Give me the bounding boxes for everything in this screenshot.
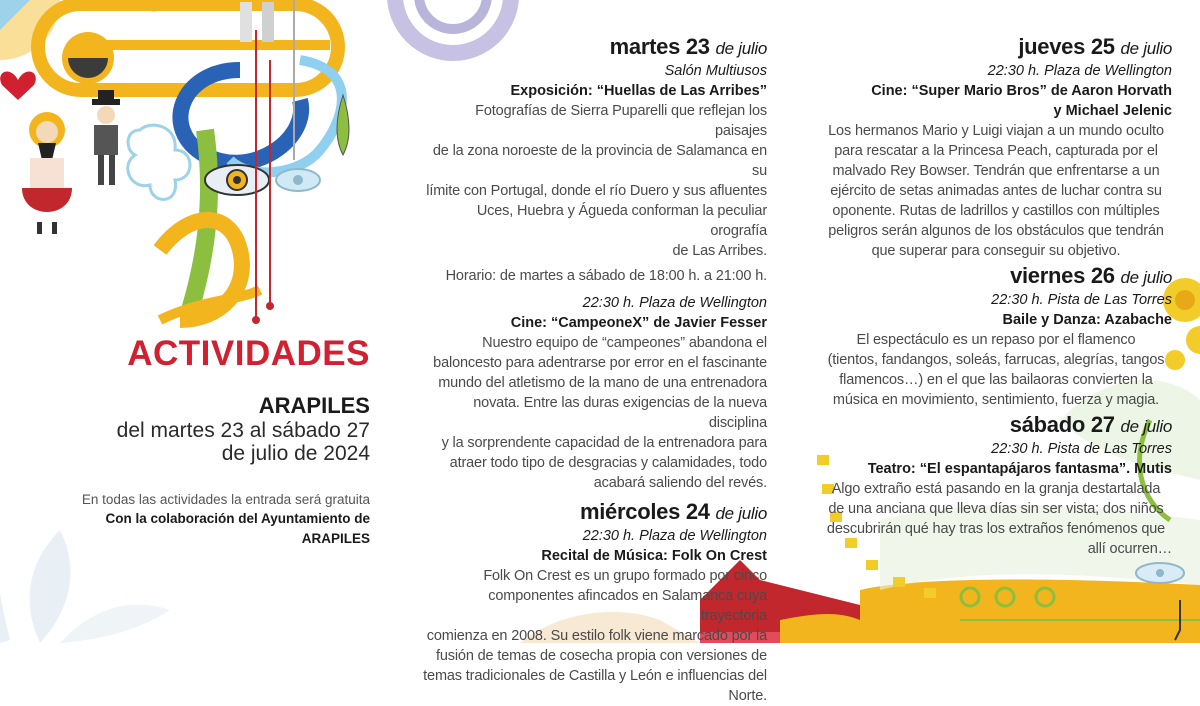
schedule: Horario: de martes a sábado de 18:00 h. a 21:00 h.: [445, 268, 767, 284]
text-line: Nuestro equipo de “campeones” abandona el: [482, 335, 767, 351]
text-line: mundo del atletismo de la mano de una entrenadora: [438, 375, 767, 391]
collaboration-line-1: Con la colaboración del Ayuntamiento de: [105, 511, 370, 526]
tuesday-section: [420, 34, 767, 706]
month-label: de julio: [715, 39, 767, 58]
day-label: martes 23: [609, 34, 710, 59]
text-line: de Las Arribes.: [672, 243, 767, 259]
collaboration-line-2: ARAPILES: [301, 531, 370, 546]
text-line: atraer todo tipo de desgracias y calamidades, todo: [449, 455, 767, 471]
text-line: baloncesto para adentrarse por error en el fascinante: [433, 355, 767, 371]
text-line: descubrirán qué hay tras los extraños fenómenos que: [826, 521, 1166, 537]
text-line: que superar para conseguir su objetivo.: [871, 243, 1121, 259]
day-label: jueves 25: [1018, 34, 1115, 59]
text-line: allí ocurren…: [1087, 541, 1172, 557]
text-line: Norte.: [728, 688, 767, 704]
text-line: para rescatar a la Princesa Peach, capturada por el: [834, 143, 1158, 159]
event-title: Exposición: “Huellas de Las Arribes”: [510, 83, 767, 99]
month-label: de julio: [1120, 417, 1172, 436]
venue: 22:30 h. Pista de Las Torres: [991, 441, 1172, 457]
man-figure-icon: [92, 90, 120, 185]
day-heading: [820, 412, 1172, 440]
text-line: temas tradicionales de Castilla y León e influencias del: [423, 668, 767, 684]
dates-line-2: de julio de 2024: [221, 442, 370, 465]
text-line: peligros serán algunos de los obstáculos que tendrán: [828, 223, 1164, 239]
event-description: [820, 479, 1172, 559]
eye-icon: [276, 169, 320, 191]
event-title: Teatro: “El espantapájaros fantasma”. Mutis: [867, 461, 1172, 477]
day-heading: [420, 499, 767, 527]
thursday-section: [820, 34, 1172, 559]
text-line: de la zona noroeste de la provincia de Salamanca en su: [432, 143, 767, 179]
text-line: fusión de temas de cosecha propia con versiones de: [435, 648, 767, 664]
activities-heading: ACTIVIDADES: [127, 334, 370, 373]
text-line: de una anciana que lleva días sin ser vista; dos niños: [828, 501, 1164, 517]
cover-panel: [60, 332, 370, 549]
event-title: Recital de Música: Folk On Crest: [541, 548, 767, 564]
venue: 22:30 h. Plaza de Wellington: [582, 528, 767, 544]
day-label: sábado 27: [1009, 412, 1115, 437]
text-line: acabará saliendo del revés.: [593, 475, 767, 491]
eye-icon: [205, 165, 269, 195]
text-line: Fotografías de Sierra Puparelli que reflejan los paisajes: [475, 103, 767, 139]
venue: 22:30 h. Plaza de Wellington: [582, 295, 767, 311]
day-heading: [820, 34, 1172, 62]
venue: Salón Multiusos: [664, 63, 767, 79]
text-line: música en movimiento, sentimiento, fuerza y magia.: [832, 392, 1160, 408]
event-description: [420, 333, 767, 493]
plant-icon: [961, 588, 1054, 606]
text-line: límite con Portugal, donde el río Duero y sus afluentes: [426, 183, 767, 199]
event-title: y Michael Jelenic: [1053, 103, 1172, 119]
day-heading: [420, 34, 767, 62]
day-heading: [820, 263, 1172, 291]
day-label: viernes 26: [1010, 263, 1115, 288]
text-line: flamencos…) en el que las bailaoras convierten la: [839, 372, 1153, 388]
month-label: de julio: [1120, 39, 1172, 58]
text-line: y la sorprendente capacidad de la entrenadora para: [441, 435, 767, 451]
text-line: malvado Rey Bowser. Tendrán que enfrentarse a un: [832, 163, 1160, 179]
woman-figure-icon: [22, 112, 72, 234]
event-description: [420, 566, 767, 706]
heart-icon: [0, 72, 36, 100]
event-description: [820, 121, 1172, 261]
month-label: de julio: [1120, 268, 1172, 287]
dates-line-1: del martes 23 al sábado 27: [116, 419, 370, 442]
event-title: Baile y Danza: Azabache: [1002, 312, 1172, 328]
text-line: (tientos, fandangos, soleás, farrucas, alegrías, tangos: [827, 352, 1165, 368]
text-line: comienza en 2008. Su estilo folk viene marcado por la: [426, 628, 767, 644]
event-title: Cine: “CampeoneX” de Javier Fesser: [510, 315, 767, 331]
text-line: El espectáculo es un repaso por el flamenco: [856, 332, 1136, 348]
text-line: Algo extraño está pasando en la granja destartalada: [831, 481, 1161, 497]
text-line: componentes afincados en Salamanca cuya trayectoria: [488, 588, 767, 624]
town-name: ARAPILES: [258, 393, 370, 418]
day-label: miércoles 24: [579, 499, 710, 524]
venue: 22:30 h. Plaza de Wellington: [987, 63, 1172, 79]
free-entry-note: En todas las actividades la entrada será gratuita: [81, 492, 370, 507]
venue: 22:30 h. Pista de Las Torres: [991, 292, 1172, 308]
event-title: Cine: “Super Mario Bros” de Aaron Horvath: [871, 83, 1172, 99]
text-line: Folk On Crest es un grupo formado por cinco: [483, 568, 767, 584]
month-label: de julio: [715, 504, 767, 523]
text-line: ejército de setas animadas antes de luchar contra su: [830, 183, 1162, 199]
text-line: Uces, Huebra y Águeda conforman la peculiar orografía: [476, 203, 767, 239]
text-line: novata. Entre las duras exigencias de la nueva disciplina: [473, 395, 767, 431]
text-line: Los hermanos Mario y Luigi viajan a un mundo oculto: [828, 123, 1164, 139]
event-description: [420, 101, 767, 261]
text-line: oponente. Rutas de ladrillos y castillos con múltiples: [832, 203, 1160, 219]
event-description: [820, 330, 1172, 410]
